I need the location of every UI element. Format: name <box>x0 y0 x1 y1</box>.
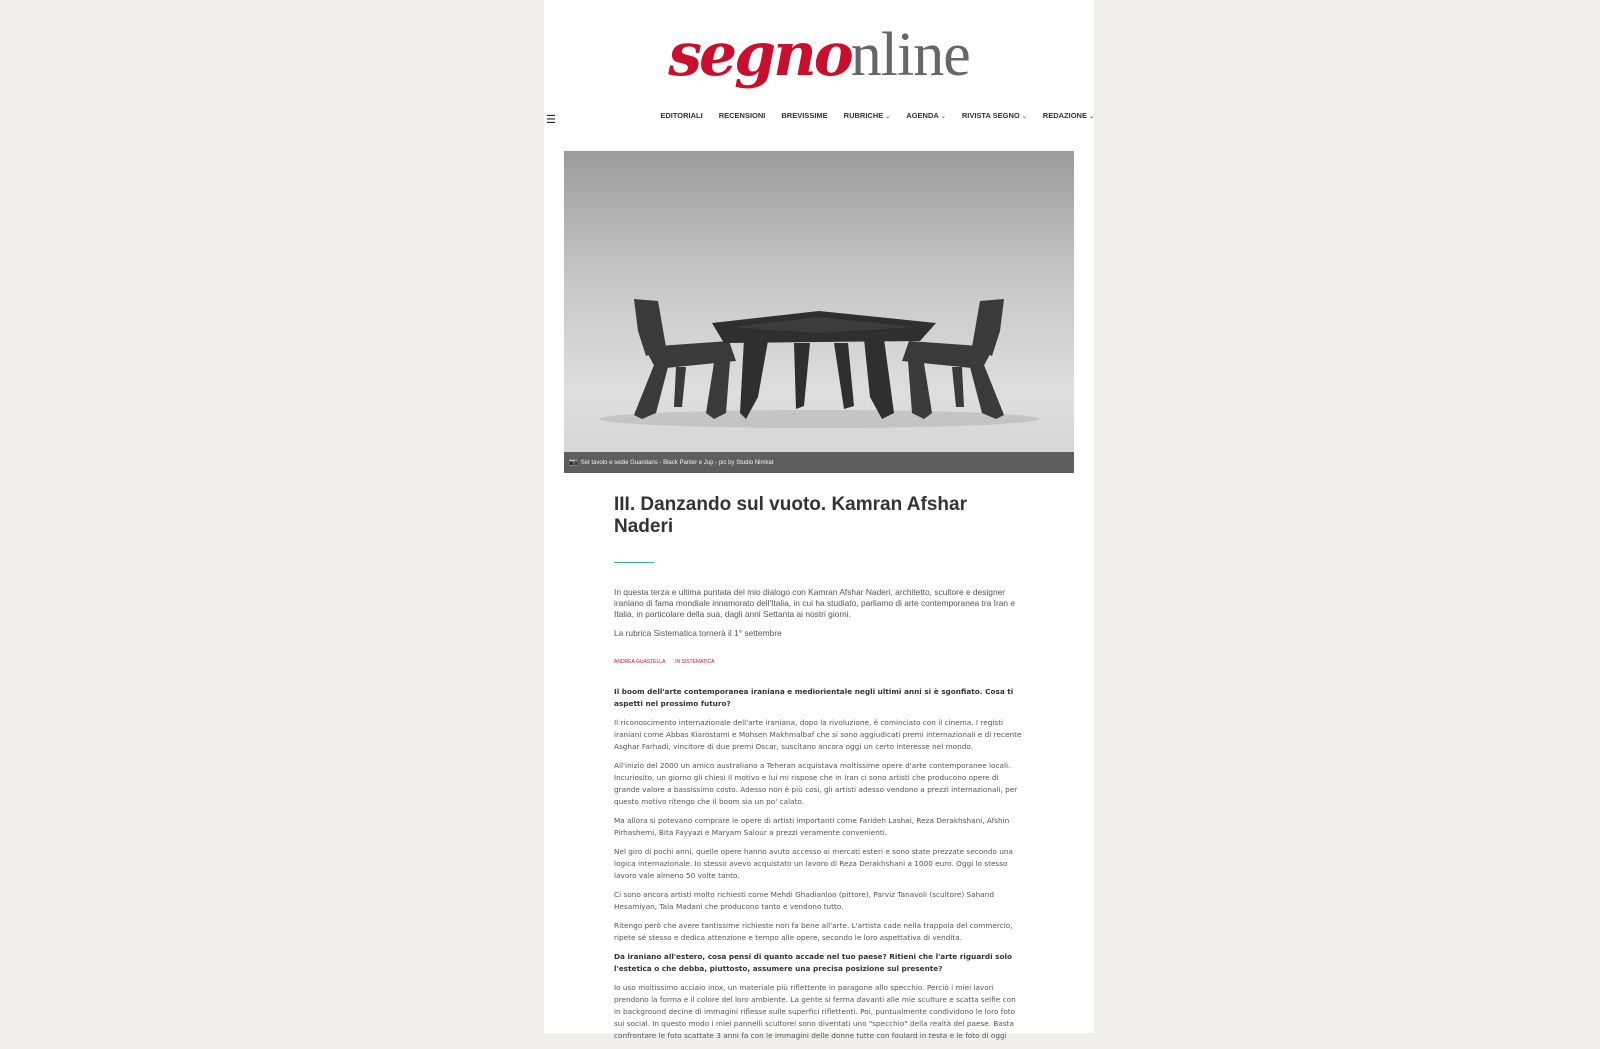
article-title: III. Danzando sul vuoto. Kamran Afshar Naderi <box>614 494 967 537</box>
caption-text: Set tavolo e sedie Guardians - Black Panter e Jup - pic by Studio Nimkat <box>580 460 774 466</box>
nav-item-brevissime[interactable] <box>781 111 827 120</box>
nav-label: AGENDA <box>906 111 939 120</box>
camera-icon: 📷 <box>569 459 578 466</box>
article <box>614 494 1024 1049</box>
nav-label: REDAZIONE <box>1042 111 1087 120</box>
nav-item-editoriali[interactable] <box>660 111 702 120</box>
body-paragraph: Nel giro di pochi anni, quelle opere hanno avuto accesso ai mercati esteri e sono state prezzate secondo una logica internazionale. Io stesso avevo acquistato un lavoro di Reza Derakhshani a 1000 euro. Oggi lo stesso lavoro vale almeno 50 volte tanto. <box>614 847 1013 880</box>
title-divider <box>614 562 654 563</box>
chevron-down-icon: ⌄ <box>1088 114 1094 120</box>
nav-label: RIVISTA SEGNO <box>961 111 1020 120</box>
body-paragraph: Il riconoscimento internazionale dell'arte iraniana, dopo la rivoluzione, è cominciato con il cinema. I registi iraniani come Abbas Kiarostami e Mohsen Makhmalbaf che si sono aggiudicati premi internazionali e di recente Asghar Farhadi, vincitore di due premi Oscar, suscitano ancora oggi un certo interesse nel mondo. <box>614 718 1022 751</box>
chevron-down-icon: ⌄ <box>940 114 946 120</box>
logo-online: nline <box>850 21 970 89</box>
nav-item-rivista-segno[interactable] <box>962 111 1027 120</box>
meta-separator: · <box>669 659 672 665</box>
image-caption <box>564 452 1074 473</box>
chevron-down-icon: ⌄ <box>1021 114 1027 120</box>
nav-item-redazione[interactable] <box>1043 111 1094 120</box>
category-link[interactable]: IN SISTEMATICA <box>675 659 715 665</box>
body-paragraph: Io uso moltissimo acciaio inox, un materiale più riflettente in paragone allo specchio. Perciò i miei lavori prendono la forma e il colore del loro ambiente. La gente si ferma davanti alle mie sculture e scatta selfie con in background decine di immagini riflesse sulle superfici riflettenti. Poi, puntualmente condividono le loro foto sui social. In questo modo i miei pannelli scultorei sono diventati uno "specchio" della realtà del paese. Basta confrontare le foto scattate 3 anni fa con le immagini delle donne tutte con foulard in testa e le foto di oggi <box>614 983 1016 1040</box>
main-nav <box>660 111 1094 120</box>
nav-label: BREVISSIME <box>781 111 828 120</box>
intro-paragraph: In questa terza e ultima puntata del mio dialogo con Kamran Afshar Naderi, architetto, scultore e designer iraniano di fama mondiale innamorato dell'Italia, in cui ha studiato, parliamo di arte contemporanea tra Iran e Italia, in particolare della sua, dagli anni Settanta ai nostri giorni. <box>614 587 1016 619</box>
body-paragraph: Ritengo però che avere tantissime richieste non fa bene all'arte. L'artista cade nella trappola del commercio, ripete sé stesso e dedica attenzione e tempo alle opere, secondo le loro aspettativa di vendita. <box>614 921 1013 942</box>
logo-segno: segno <box>668 20 851 90</box>
nav-item-recensioni[interactable] <box>719 111 766 120</box>
table-and-chairs-illustration <box>564 151 1074 473</box>
nav-item-rubriche[interactable] <box>844 111 891 120</box>
hamburger-menu-icon[interactable]: ☰ <box>546 114 556 126</box>
author-link[interactable]: ANDREA GUASTELLA <box>614 659 666 665</box>
article-intro <box>614 587 1024 639</box>
page-column <box>544 0 1094 1040</box>
article-body <box>614 686 1024 1042</box>
hero-image <box>564 151 1074 473</box>
article-meta <box>614 659 1024 665</box>
body-paragraph: Ci sono ancora artisti molto richiesti come Mehdi Ghadianloo (pittore), Parviz Tanavoli (scultore) Sahand Hesamiyan, Tala Madani che producono tanto e vendono tutto. <box>614 890 994 911</box>
chevron-down-icon: ⌄ <box>885 114 891 120</box>
nav-label: RUBRICHE <box>843 111 884 120</box>
nav-item-agenda[interactable] <box>906 111 946 120</box>
body-paragraph: Ma allora si potevano comprare le opere di artisti importanti come Farideh Lashai, Reza Derakhshani, Afshin Pirhashemi, Bita Fayyazi e Maryam Salour a prezzi veramente convenienti. <box>614 816 1010 837</box>
nav-label: EDITORIALI <box>660 111 703 120</box>
nav-label: RECENSIONI <box>718 111 766 120</box>
intro-paragraph: La rubrica Sistematica tornerà il 1° settembre <box>614 628 782 638</box>
site-logo[interactable] <box>544 20 1094 90</box>
question-paragraph: Da iraniano all'estero, cosa pensi di quanto accade nel tuo paese? Ritieni che l'arte riguardi solo l'estetica o che debba, piuttosto, assumere una precisa posizione sul presente? <box>614 952 1012 973</box>
question-paragraph: Il boom dell'arte contemporanea iraniana e mediorientale negli ultimi anni si è sgonfiato. Cosa ti aspetti nel prossimo futuro? <box>614 687 1014 708</box>
body-paragraph: All'inizio del 2000 un amico australiano a Teheran acquistava moltissime opere d'arte contemporanee locali. Incuriosito, un giorno gli chiesi il motivo e lui mi rispose che in Iran ci sono artisti che producono opere di grande valore a bassissimo costo. Adesso non è più così, gli artisti adesso vendono a prezzi internazionali, per questo motivo ritengo che il boom sia un po' calato. <box>614 761 1018 806</box>
